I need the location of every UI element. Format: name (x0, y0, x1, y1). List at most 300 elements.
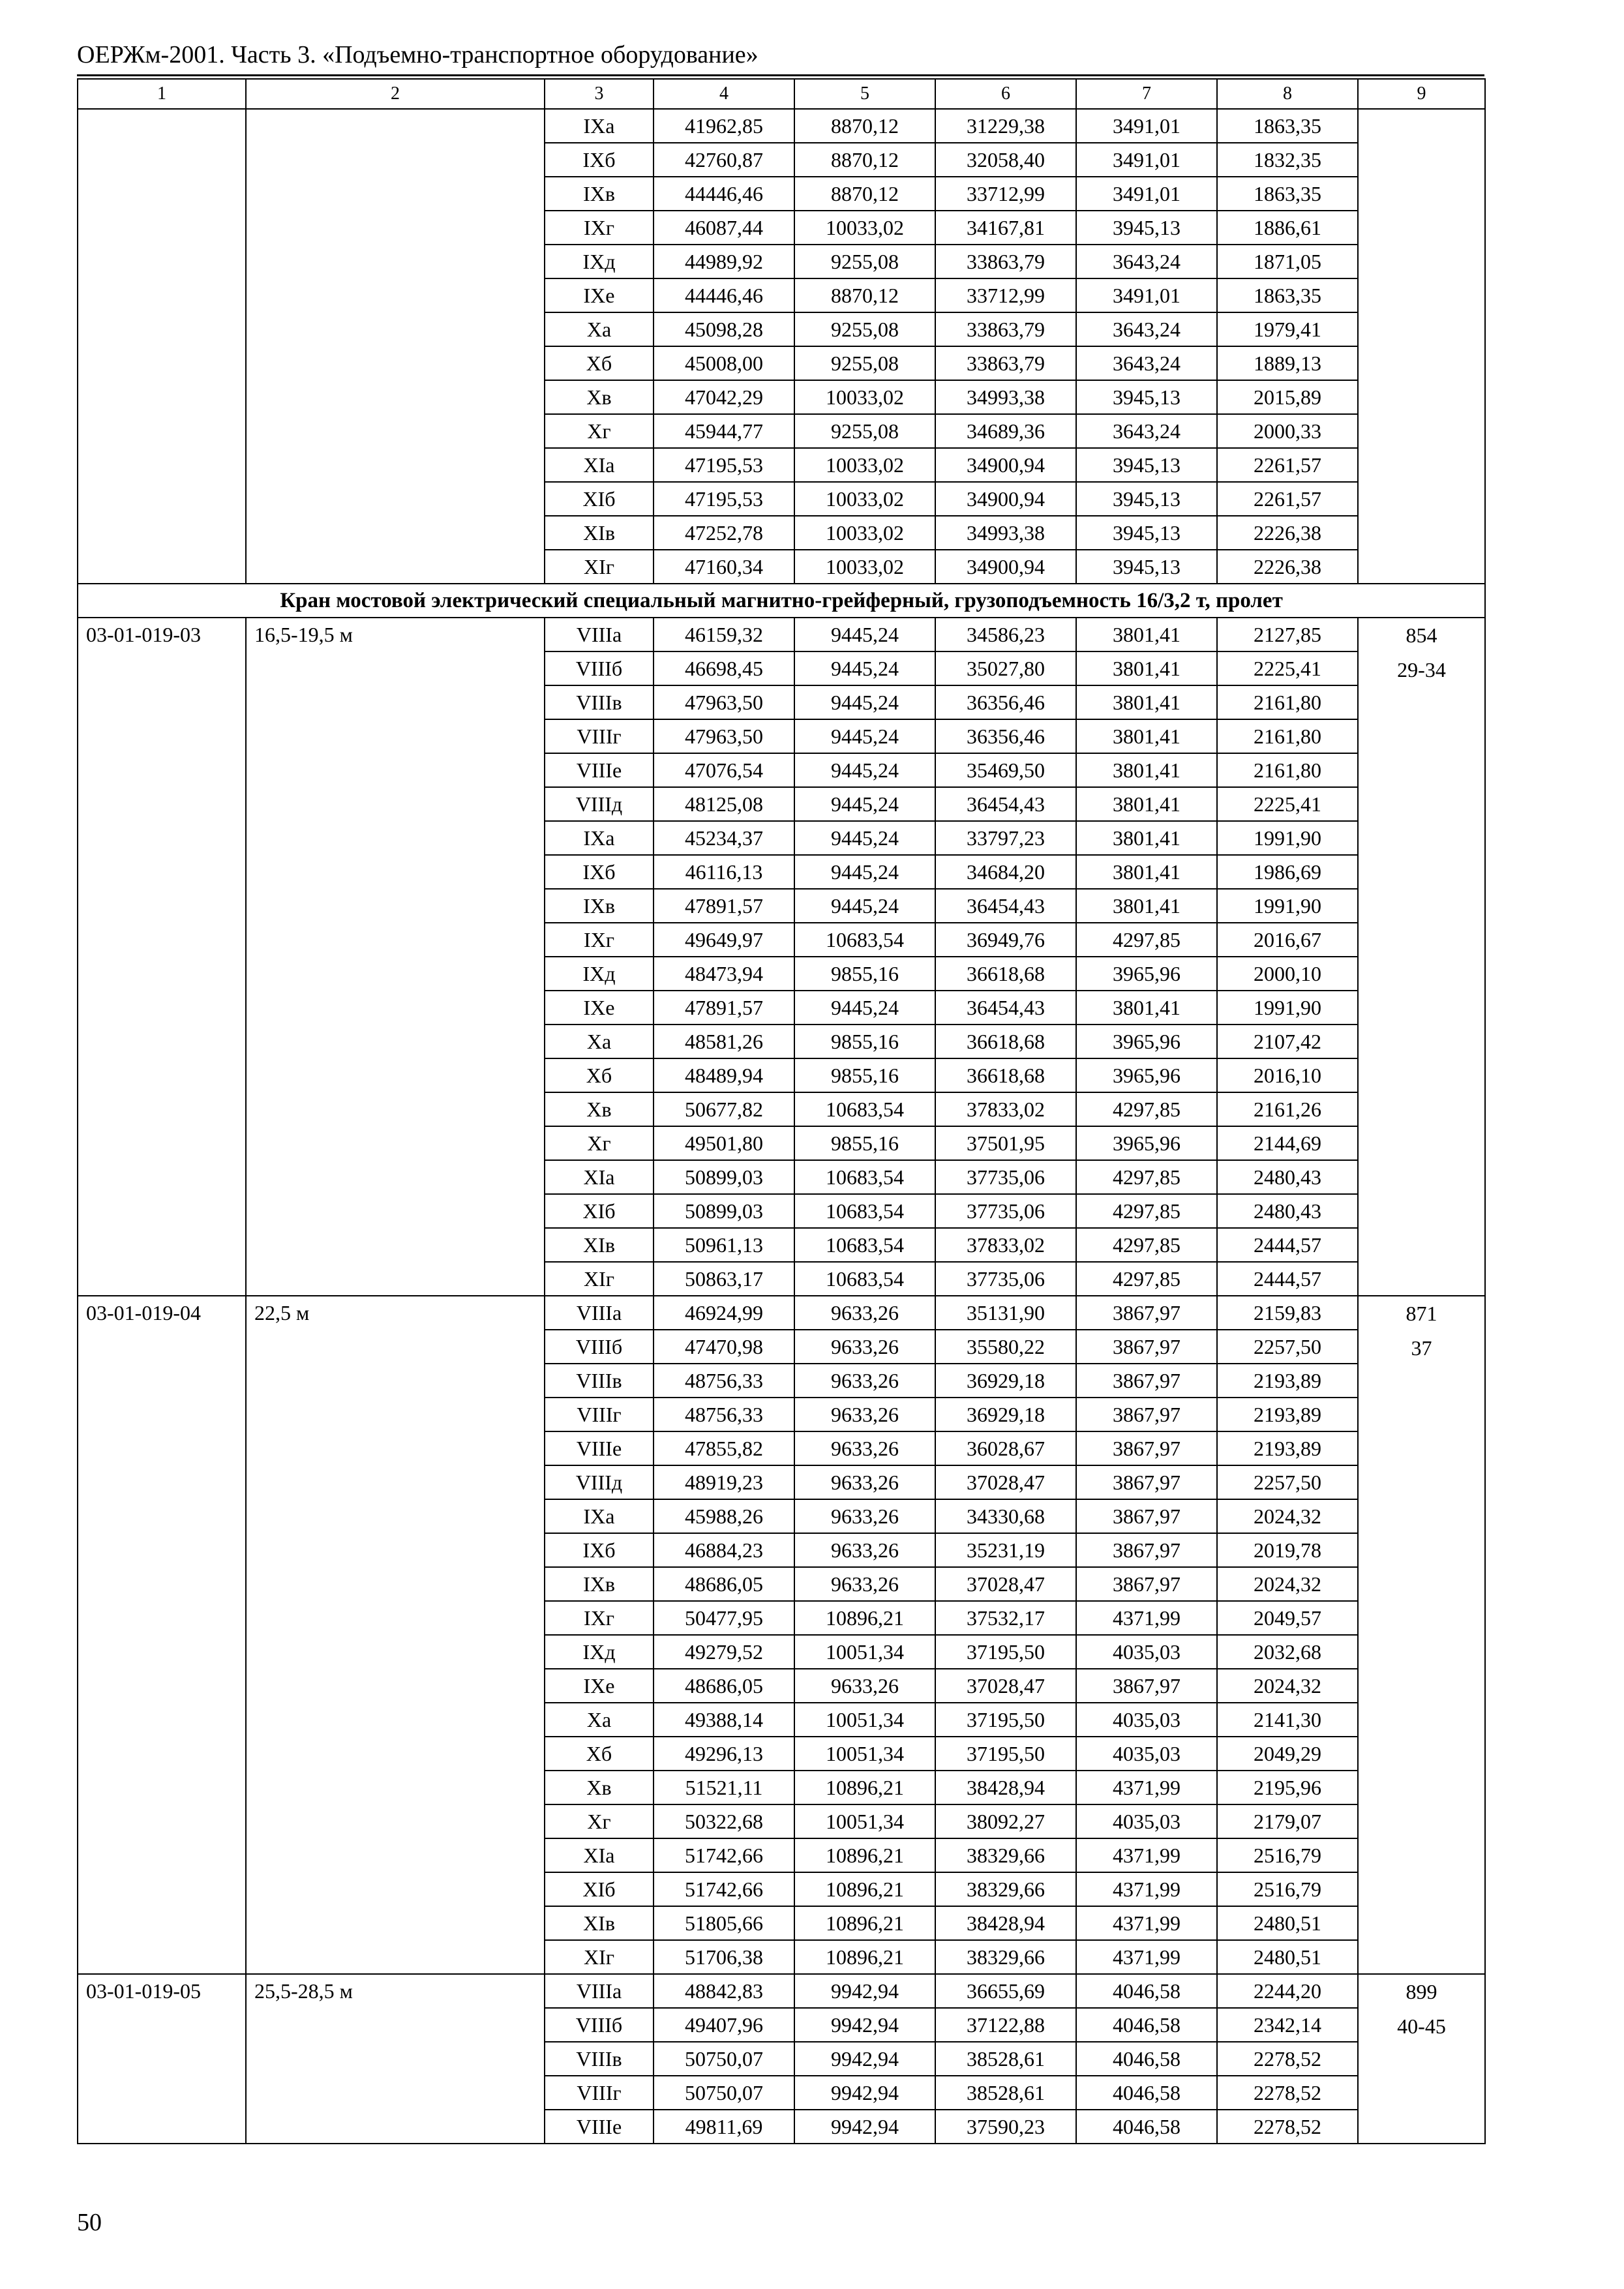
cell-col7: 3965,96 (1076, 1126, 1217, 1160)
cell-col4: 45098,28 (654, 312, 794, 346)
cell-col8: 1991,90 (1217, 991, 1358, 1025)
cell-col7: 3945,13 (1076, 516, 1217, 550)
cell-col4: 51805,66 (654, 1906, 794, 1940)
cell-col8: 2179,07 (1217, 1804, 1358, 1838)
cell-col5: 10683,54 (794, 1194, 935, 1228)
cell-col8: 2000,10 (1217, 957, 1358, 991)
cell-col5: 10683,54 (794, 923, 935, 957)
cell-col3: Xв (545, 1092, 654, 1126)
cell-col7: 4046,58 (1076, 1974, 1217, 2008)
cell-col5: 9633,26 (794, 1330, 935, 1364)
cell-col3: Xа (545, 312, 654, 346)
cell-col4: 51742,66 (654, 1872, 794, 1906)
cell-col5: 10033,02 (794, 482, 935, 516)
cell-col4: 50750,07 (654, 2042, 794, 2076)
cell-col4: 49649,97 (654, 923, 794, 957)
cell-col7: 3801,41 (1076, 685, 1217, 719)
cell-col6: 34900,94 (935, 482, 1076, 516)
cell-col8: 2261,57 (1217, 482, 1358, 516)
cell-col8: 2127,85 (1217, 618, 1358, 651)
cell-col3: VIIIг (545, 1398, 654, 1431)
cell-col3: VIIIе (545, 2110, 654, 2144)
cell-col6: 36929,18 (935, 1398, 1076, 1431)
cell-col5: 9255,08 (794, 245, 935, 278)
cell-col4: 49388,14 (654, 1703, 794, 1737)
cell-col3: XIв (545, 516, 654, 550)
cell-col3: IXд (545, 245, 654, 278)
rate-code: 03-01-019-03 (78, 618, 246, 1296)
cell-col6: 38528,61 (935, 2076, 1076, 2110)
cell-col8: 2342,14 (1217, 2008, 1358, 2042)
cell-col8: 2195,96 (1217, 1771, 1358, 1804)
cell-col8: 2161,80 (1217, 753, 1358, 787)
cell-col4: 48473,94 (654, 957, 794, 991)
cell-col6: 37028,47 (935, 1669, 1076, 1703)
table-row (78, 109, 1485, 143)
cell-col8: 2444,57 (1217, 1262, 1358, 1296)
cell-col7: 4297,85 (1076, 1262, 1217, 1296)
cell-col6: 36454,43 (935, 787, 1076, 821)
cell-col6: 34689,36 (935, 414, 1076, 448)
rate-code: 03-01-019-04 (78, 1296, 246, 1974)
cell-col3: XIв (545, 1228, 654, 1262)
reference-cell (1358, 1296, 1485, 1974)
cell-col6: 35027,80 (935, 651, 1076, 685)
cell-col7: 3945,13 (1076, 211, 1217, 245)
cell-col5: 10896,21 (794, 1906, 935, 1940)
cell-col5: 9942,94 (794, 2110, 935, 2144)
cell-col8: 1886,61 (1217, 211, 1358, 245)
cell-col8: 2480,43 (1217, 1194, 1358, 1228)
cell-col3: IXб (545, 1533, 654, 1567)
cell-col8: 2480,51 (1217, 1906, 1358, 1940)
cell-col5: 10051,34 (794, 1804, 935, 1838)
cell-col5: 9445,24 (794, 991, 935, 1025)
cell-col5: 9855,16 (794, 957, 935, 991)
cell-col7: 4371,99 (1076, 1906, 1217, 1940)
cell-col5: 9633,26 (794, 1499, 935, 1533)
cell-col6: 35580,22 (935, 1330, 1076, 1364)
cell-col3: IXа (545, 109, 654, 143)
cell-col4: 48756,33 (654, 1398, 794, 1431)
cell-col6: 34993,38 (935, 516, 1076, 550)
cell-col7: 3965,96 (1076, 1025, 1217, 1058)
cell-col6: 33863,79 (935, 346, 1076, 380)
cell-col5: 9445,24 (794, 719, 935, 753)
cell-col6: 35469,50 (935, 753, 1076, 787)
cell-col8: 1986,69 (1217, 855, 1358, 889)
cell-col3: XIа (545, 1160, 654, 1194)
cell-col3: Xб (545, 1058, 654, 1092)
cell-col8: 2144,69 (1217, 1126, 1358, 1160)
cell-col3: Xв (545, 1771, 654, 1804)
cell-col4: 50677,82 (654, 1092, 794, 1126)
cell-col7: 4035,03 (1076, 1703, 1217, 1737)
cell-col3: VIIIб (545, 651, 654, 685)
cell-col7: 3867,97 (1076, 1533, 1217, 1567)
cell-col8: 2016,10 (1217, 1058, 1358, 1092)
cell-col5: 10033,02 (794, 550, 935, 584)
cell-col6: 38329,66 (935, 1940, 1076, 1974)
cell-col7: 4046,58 (1076, 2110, 1217, 2144)
cell-col7: 4035,03 (1076, 1635, 1217, 1669)
cell-col7: 4297,85 (1076, 1160, 1217, 1194)
cell-col5: 10896,21 (794, 1838, 935, 1872)
cell-col5: 9633,26 (794, 1296, 935, 1330)
cell-col3: IXд (545, 1635, 654, 1669)
cell-col4: 46159,32 (654, 618, 794, 651)
cell-col5: 10896,21 (794, 1771, 935, 1804)
header-rule (77, 74, 1484, 76)
cell-col5: 8870,12 (794, 278, 935, 312)
cell-col7: 3643,24 (1076, 346, 1217, 380)
cell-col6: 36356,46 (935, 685, 1076, 719)
cell-col4: 48686,05 (654, 1567, 794, 1601)
cell-col8: 2141,30 (1217, 1703, 1358, 1737)
cell-col3: VIIIа (545, 1296, 654, 1330)
cell-col3: XIв (545, 1906, 654, 1940)
cell-col4: 49279,52 (654, 1635, 794, 1669)
cell-col5: 9445,24 (794, 753, 935, 787)
cell-col6: 33863,79 (935, 312, 1076, 346)
cell-col8: 2024,32 (1217, 1499, 1358, 1533)
cell-col4: 49407,96 (654, 2008, 794, 2042)
cell-col8: 2516,79 (1217, 1872, 1358, 1906)
cell-col5: 9633,26 (794, 1465, 935, 1499)
cell-col5: 9633,26 (794, 1398, 935, 1431)
rate-code (78, 109, 246, 584)
cell-col7: 3801,41 (1076, 719, 1217, 753)
cell-col5: 10683,54 (794, 1160, 935, 1194)
cell-col5: 9633,26 (794, 1669, 935, 1703)
cell-col5: 10683,54 (794, 1092, 935, 1126)
cell-col4: 51521,11 (654, 1771, 794, 1804)
cell-col7: 3945,13 (1076, 482, 1217, 516)
cell-col3: Xб (545, 346, 654, 380)
cell-col4: 47160,34 (654, 550, 794, 584)
cell-col7: 4297,85 (1076, 1194, 1217, 1228)
cell-col3: XIб (545, 1194, 654, 1228)
cell-col3: VIIIв (545, 1364, 654, 1398)
cell-col6: 36028,67 (935, 1431, 1076, 1465)
cell-col4: 47076,54 (654, 753, 794, 787)
cell-col7: 3867,97 (1076, 1567, 1217, 1601)
cell-col8: 2024,32 (1217, 1567, 1358, 1601)
cell-col7: 3801,41 (1076, 855, 1217, 889)
cell-col7: 3491,01 (1076, 278, 1217, 312)
cell-col4: 44446,46 (654, 278, 794, 312)
cell-col4: 49296,13 (654, 1737, 794, 1771)
rate-code: 03-01-019-05 (78, 1974, 246, 2144)
cell-col6: 37833,02 (935, 1092, 1076, 1126)
rate-description: 16,5-19,5 м (246, 618, 545, 1296)
cell-col7: 4046,58 (1076, 2008, 1217, 2042)
cell-col8: 2193,89 (1217, 1364, 1358, 1398)
cell-col6: 38329,66 (935, 1838, 1076, 1872)
cell-col6: 34167,81 (935, 211, 1076, 245)
cell-col6: 37195,50 (935, 1635, 1076, 1669)
cell-col4: 47252,78 (654, 516, 794, 550)
cell-col3: IXв (545, 889, 654, 923)
cell-col4: 47195,53 (654, 482, 794, 516)
cell-col8: 1863,35 (1217, 177, 1358, 211)
cell-col7: 4371,99 (1076, 1838, 1217, 1872)
cell-col6: 36454,43 (935, 889, 1076, 923)
cell-col6: 34330,68 (935, 1499, 1076, 1533)
table-row (78, 1296, 1485, 1330)
cell-col3: IXг (545, 1601, 654, 1635)
cell-col3: Xг (545, 1804, 654, 1838)
cell-col5: 9255,08 (794, 312, 935, 346)
col-number: 6 (935, 79, 1076, 109)
cell-col7: 3801,41 (1076, 991, 1217, 1025)
cell-col6: 33712,99 (935, 177, 1076, 211)
cell-col3: VIIIв (545, 685, 654, 719)
table-body (78, 79, 1485, 2144)
cell-col8: 2015,89 (1217, 380, 1358, 414)
cell-col4: 46116,13 (654, 855, 794, 889)
cell-col6: 37501,95 (935, 1126, 1076, 1160)
cell-col8: 1991,90 (1217, 821, 1358, 855)
cell-col3: IXе (545, 1669, 654, 1703)
cell-col7: 3867,97 (1076, 1431, 1217, 1465)
page-header: ОЕРЖм-2001. Часть 3. «Подъемно-транспортное оборудование» (77, 41, 759, 68)
cell-col8: 2226,38 (1217, 550, 1358, 584)
reference-value: 37 (1411, 1336, 1432, 1360)
cell-col8: 2024,32 (1217, 1669, 1358, 1703)
cell-col4: 42760,87 (654, 143, 794, 177)
cell-col4: 47891,57 (654, 889, 794, 923)
cell-col8: 2225,41 (1217, 787, 1358, 821)
cell-col5: 9633,26 (794, 1533, 935, 1567)
cell-col6: 36618,68 (935, 1058, 1076, 1092)
cell-col3: XIг (545, 1940, 654, 1974)
cell-col8: 2161,26 (1217, 1092, 1358, 1126)
rate-description (246, 109, 545, 584)
cell-col3: XIг (545, 1262, 654, 1296)
cell-col6: 38428,94 (935, 1906, 1076, 1940)
cell-col6: 36454,43 (935, 991, 1076, 1025)
rates-table (77, 78, 1486, 2144)
reference-value: 899 (1406, 1980, 1437, 2003)
cell-col7: 3867,97 (1076, 1465, 1217, 1499)
table-row (78, 1974, 1485, 2008)
cell-col5: 9855,16 (794, 1058, 935, 1092)
cell-col5: 9445,24 (794, 685, 935, 719)
cell-col5: 9445,24 (794, 787, 935, 821)
col-number: 3 (545, 79, 654, 109)
cell-col4: 46087,44 (654, 211, 794, 245)
cell-col5: 10896,21 (794, 1940, 935, 1974)
cell-col8: 2159,83 (1217, 1296, 1358, 1330)
cell-col5: 9445,24 (794, 651, 935, 685)
cell-col4: 50477,95 (654, 1601, 794, 1635)
cell-col8: 2480,43 (1217, 1160, 1358, 1194)
cell-col8: 1871,05 (1217, 245, 1358, 278)
cell-col8: 2257,50 (1217, 1465, 1358, 1499)
cell-col7: 4371,99 (1076, 1940, 1217, 1974)
reference-value: 29-34 (1397, 658, 1446, 681)
cell-col6: 37028,47 (935, 1567, 1076, 1601)
cell-col7: 4297,85 (1076, 1092, 1217, 1126)
cell-col4: 45988,26 (654, 1499, 794, 1533)
cell-col4: 44446,46 (654, 177, 794, 211)
cell-col6: 36618,68 (935, 957, 1076, 991)
cell-col3: Xа (545, 1703, 654, 1737)
cell-col5: 8870,12 (794, 109, 935, 143)
cell-col7: 3643,24 (1076, 312, 1217, 346)
cell-col7: 3945,13 (1076, 550, 1217, 584)
cell-col8: 2107,42 (1217, 1025, 1358, 1058)
cell-col7: 3945,13 (1076, 380, 1217, 414)
cell-col5: 10033,02 (794, 516, 935, 550)
cell-col6: 38428,94 (935, 1771, 1076, 1804)
cell-col4: 48686,05 (654, 1669, 794, 1703)
cell-col5: 9445,24 (794, 821, 935, 855)
cell-col8: 1979,41 (1217, 312, 1358, 346)
col-number: 1 (78, 79, 246, 109)
col-number: 9 (1358, 79, 1485, 109)
cell-col4: 47470,98 (654, 1330, 794, 1364)
cell-col3: IXв (545, 1567, 654, 1601)
cell-col3: IXб (545, 143, 654, 177)
cell-col4: 47963,50 (654, 719, 794, 753)
table-row (78, 618, 1485, 651)
col-number: 4 (654, 79, 794, 109)
cell-col8: 2193,89 (1217, 1398, 1358, 1431)
cell-col5: 9633,26 (794, 1431, 935, 1465)
cell-col5: 9942,94 (794, 1974, 935, 2008)
cell-col7: 3867,97 (1076, 1499, 1217, 1533)
cell-col4: 47963,50 (654, 685, 794, 719)
cell-col7: 4371,99 (1076, 1872, 1217, 1906)
cell-col3: XIа (545, 1838, 654, 1872)
cell-col8: 2278,52 (1217, 2076, 1358, 2110)
cell-col3: VIIIа (545, 618, 654, 651)
cell-col5: 10683,54 (794, 1228, 935, 1262)
page-number: 50 (77, 2209, 102, 2236)
cell-col6: 37735,06 (935, 1194, 1076, 1228)
reference-cell (1358, 109, 1485, 584)
cell-col8: 2032,68 (1217, 1635, 1358, 1669)
cell-col7: 3965,96 (1076, 1058, 1217, 1092)
cell-col6: 36618,68 (935, 1025, 1076, 1058)
cell-col5: 10683,54 (794, 1262, 935, 1296)
cell-col3: Xг (545, 1126, 654, 1160)
cell-col7: 4035,03 (1076, 1737, 1217, 1771)
cell-col4: 50899,03 (654, 1160, 794, 1194)
cell-col3: IXе (545, 991, 654, 1025)
cell-col7: 3801,41 (1076, 618, 1217, 651)
cell-col6: 34900,94 (935, 448, 1076, 482)
cell-col7: 3867,97 (1076, 1330, 1217, 1364)
cell-col5: 9633,26 (794, 1567, 935, 1601)
cell-col4: 51742,66 (654, 1838, 794, 1872)
cell-col6: 36949,76 (935, 923, 1076, 957)
cell-col6: 33863,79 (935, 245, 1076, 278)
col-number: 2 (246, 79, 545, 109)
cell-col7: 3491,01 (1076, 177, 1217, 211)
cell-col8: 1991,90 (1217, 889, 1358, 923)
cell-col4: 48581,26 (654, 1025, 794, 1058)
cell-col5: 10896,21 (794, 1872, 935, 1906)
cell-col8: 2161,80 (1217, 685, 1358, 719)
cell-col7: 3965,96 (1076, 957, 1217, 991)
cell-col5: 10033,02 (794, 380, 935, 414)
reference-value: 40-45 (1397, 2014, 1446, 2038)
cell-col8: 2019,78 (1217, 1533, 1358, 1567)
cell-col3: IXв (545, 177, 654, 211)
cell-col3: VIIIб (545, 1330, 654, 1364)
cell-col6: 33712,99 (935, 278, 1076, 312)
cell-col7: 4371,99 (1076, 1771, 1217, 1804)
cell-col7: 3643,24 (1076, 245, 1217, 278)
cell-col3: IXб (545, 855, 654, 889)
cell-col7: 4035,03 (1076, 1804, 1217, 1838)
cell-col5: 9855,16 (794, 1025, 935, 1058)
cell-col4: 47042,29 (654, 380, 794, 414)
cell-col5: 9855,16 (794, 1126, 935, 1160)
cell-col7: 3867,97 (1076, 1398, 1217, 1431)
cell-col7: 4297,85 (1076, 923, 1217, 957)
cell-col5: 9445,24 (794, 618, 935, 651)
cell-col3: IXа (545, 1499, 654, 1533)
cell-col6: 37028,47 (935, 1465, 1076, 1499)
cell-col8: 2000,33 (1217, 414, 1358, 448)
cell-col8: 2016,67 (1217, 923, 1358, 957)
cell-col6: 32058,40 (935, 143, 1076, 177)
cell-col6: 37122,88 (935, 2008, 1076, 2042)
cell-col8: 2261,57 (1217, 448, 1358, 482)
cell-col6: 36356,46 (935, 719, 1076, 753)
cell-col6: 37195,50 (935, 1737, 1076, 1771)
cell-col7: 3491,01 (1076, 143, 1217, 177)
cell-col4: 45234,37 (654, 821, 794, 855)
cell-col3: VIIIг (545, 2076, 654, 2110)
reference-cell (1358, 1974, 1485, 2144)
cell-col5: 10051,34 (794, 1703, 935, 1737)
cell-col6: 34684,20 (935, 855, 1076, 889)
cell-col4: 46884,23 (654, 1533, 794, 1567)
cell-col7: 3801,41 (1076, 787, 1217, 821)
cell-col7: 3945,13 (1076, 448, 1217, 482)
cell-col3: IXг (545, 923, 654, 957)
cell-col6: 38329,66 (935, 1872, 1076, 1906)
cell-col8: 1863,35 (1217, 278, 1358, 312)
cell-col8: 2278,52 (1217, 2042, 1358, 2076)
col-number: 5 (794, 79, 935, 109)
cell-col6: 37735,06 (935, 1262, 1076, 1296)
cell-col3: XIб (545, 482, 654, 516)
cell-col6: 33797,23 (935, 821, 1076, 855)
cell-col3: IXг (545, 211, 654, 245)
cell-col3: Xб (545, 1737, 654, 1771)
cell-col5: 9942,94 (794, 2042, 935, 2076)
cell-col6: 36929,18 (935, 1364, 1076, 1398)
cell-col4: 48756,33 (654, 1364, 794, 1398)
cell-col3: VIIIд (545, 1465, 654, 1499)
cell-col6: 31229,38 (935, 109, 1076, 143)
cell-col4: 44989,92 (654, 245, 794, 278)
cell-col3: XIа (545, 448, 654, 482)
cell-col4: 49501,80 (654, 1126, 794, 1160)
cell-col8: 2225,41 (1217, 651, 1358, 685)
rate-description: 25,5-28,5 м (246, 1974, 545, 2144)
cell-col7: 4297,85 (1076, 1228, 1217, 1262)
cell-col7: 3801,41 (1076, 651, 1217, 685)
cell-col4: 49811,69 (654, 2110, 794, 2144)
cell-col6: 37195,50 (935, 1703, 1076, 1737)
